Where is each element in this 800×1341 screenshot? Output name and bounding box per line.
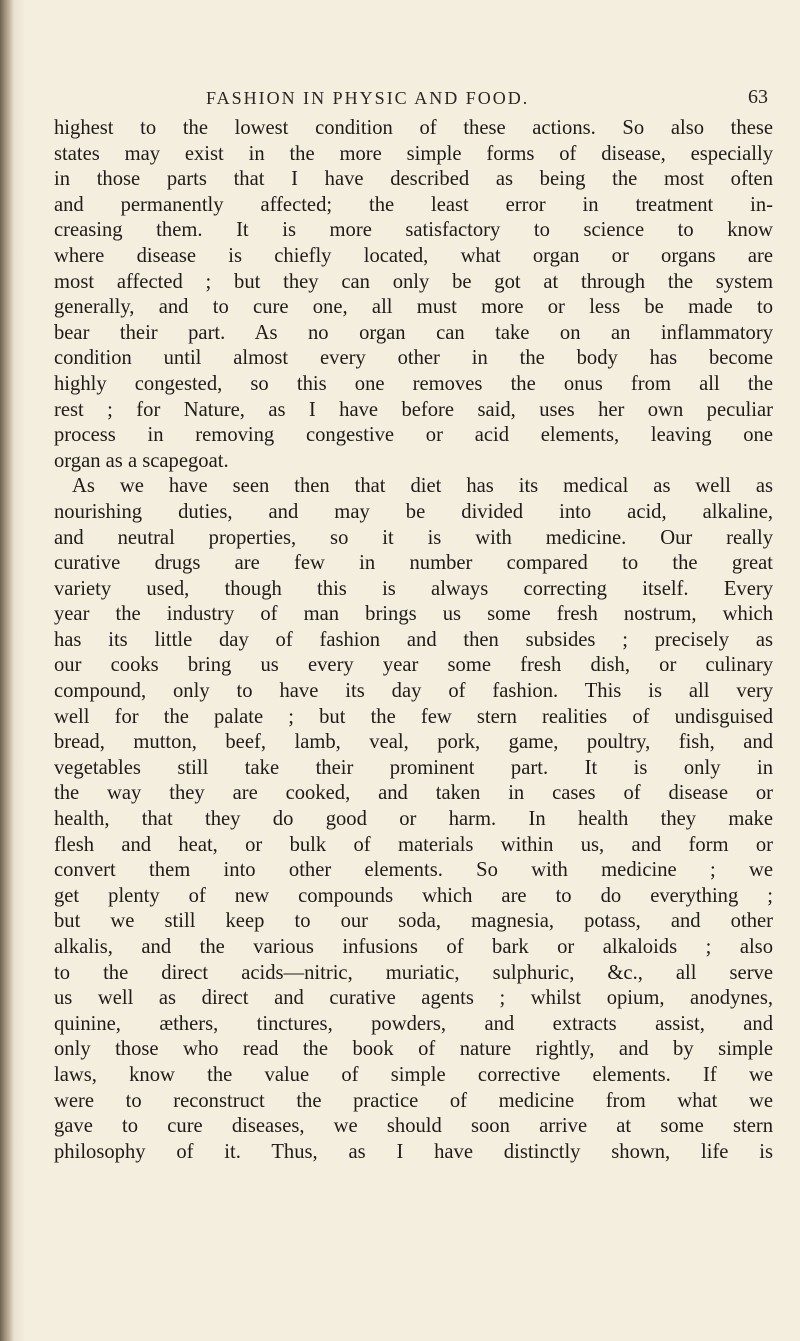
text-line: highest to the lowest condition of these actions. So also these [54,117,773,139]
text-line: were to reconstruct the practice of medicine from what we [54,1089,773,1112]
text-line: flesh and heat, or bulk of materials within us, and form or [54,833,773,856]
text-line: and permanently affected; the least error in treatment in- [54,193,773,216]
text-line: rest ; for Nature, as I have before said, uses her own peculiar [54,398,773,421]
text-line: process in removing congestive or acid elements, leaving one [54,424,773,447]
text-line: nourishing duties, and may be divided into acid, alkaline, [54,500,773,523]
text-line: has its little day of fashion and then subsides ; precisely as [54,628,773,651]
text-line: health, that they do good or harm. In health they make [54,808,773,831]
text-line: and neutral properties, so it is with medicine. Our really [54,526,773,549]
text-line: in those parts that I have described as being the most often [54,168,773,191]
text-line: highly congested, so this one removes the onus from all the [54,372,773,395]
text-line: generally, and to cure one, all must more or less be made to [54,296,773,319]
text-line: As we have seen then that diet has its medical as well as [72,475,773,498]
text-line: well for the palate ; but the few stern realities of undisguised [54,705,773,728]
text-line: creasing them. It is more satisfactory to science to know [54,219,773,242]
page-number: 63 [748,86,768,108]
text-line: gave to cure diseases, we should soon arrive at some stern [54,1115,773,1138]
text-line: convert them into other elements. So with medicine ; we [54,859,773,882]
text-line: vegetables still take their prominent part. It is only in [54,756,773,779]
text-line: our cooks bring us every year some fresh dish, or culinary [54,654,773,677]
text-line: alkalis, and the various infusions of bark or alkaloids ; also [54,936,773,958]
text-line: states may exist in the more simple forms of disease, especially [54,142,773,165]
paragraph-1 [54,116,773,474]
text-line: curative drugs are few in number compared to the great [54,552,773,575]
binding-shadow [0,0,14,1341]
text-line: year the industry of man brings us some fresh nostrum, which [54,603,773,626]
text-line: but we still keep to our soda, magnesia, potass, and other [54,910,773,933]
text-line: variety used, though this is always correcting itself. Every [54,577,773,600]
text-line: compound, only to have its day of fashion. This is all very [54,680,773,703]
text-line: bear their part. As no organ can take on an inflammatory [54,321,773,344]
text-line: get plenty of new compounds which are to do everything ; [54,884,773,907]
text-line: the way they are cooked, and taken in cases of disease or [54,782,773,805]
text-line: where disease is chiefly located, what organ or organs are [54,244,773,267]
text-line: bread, mutton, beef, lamb, veal, pork, game, poultry, fish, and [54,731,773,754]
text-line: us well as direct and curative agents ; whilst opium, anodynes, [54,987,773,1010]
text-line: most affected ; but they can only be got at through the system [54,270,773,293]
text-line: condition until almost every other in the body has become [54,347,773,370]
text-line: quinine, æthers, tinctures, powders, and extracts assist, and [54,1012,773,1035]
paragraph-2 [54,474,773,1165]
running-title: FASHION IN PHYSIC AND FOOD. [206,88,530,108]
text-line: philosophy of it. Thus, as I have distinctly shown, life is [54,1140,773,1163]
text-line: laws, know the value of simple corrective elements. If we [54,1063,773,1086]
text-line: only those who read the book of nature rightly, and by simple [54,1038,773,1061]
text-line: to the direct acids—nitric, muriatic, sulphuric, &c., all serve [54,961,773,984]
body-text [54,116,773,1165]
text-line: organ as a scapegoat. [54,449,229,472]
